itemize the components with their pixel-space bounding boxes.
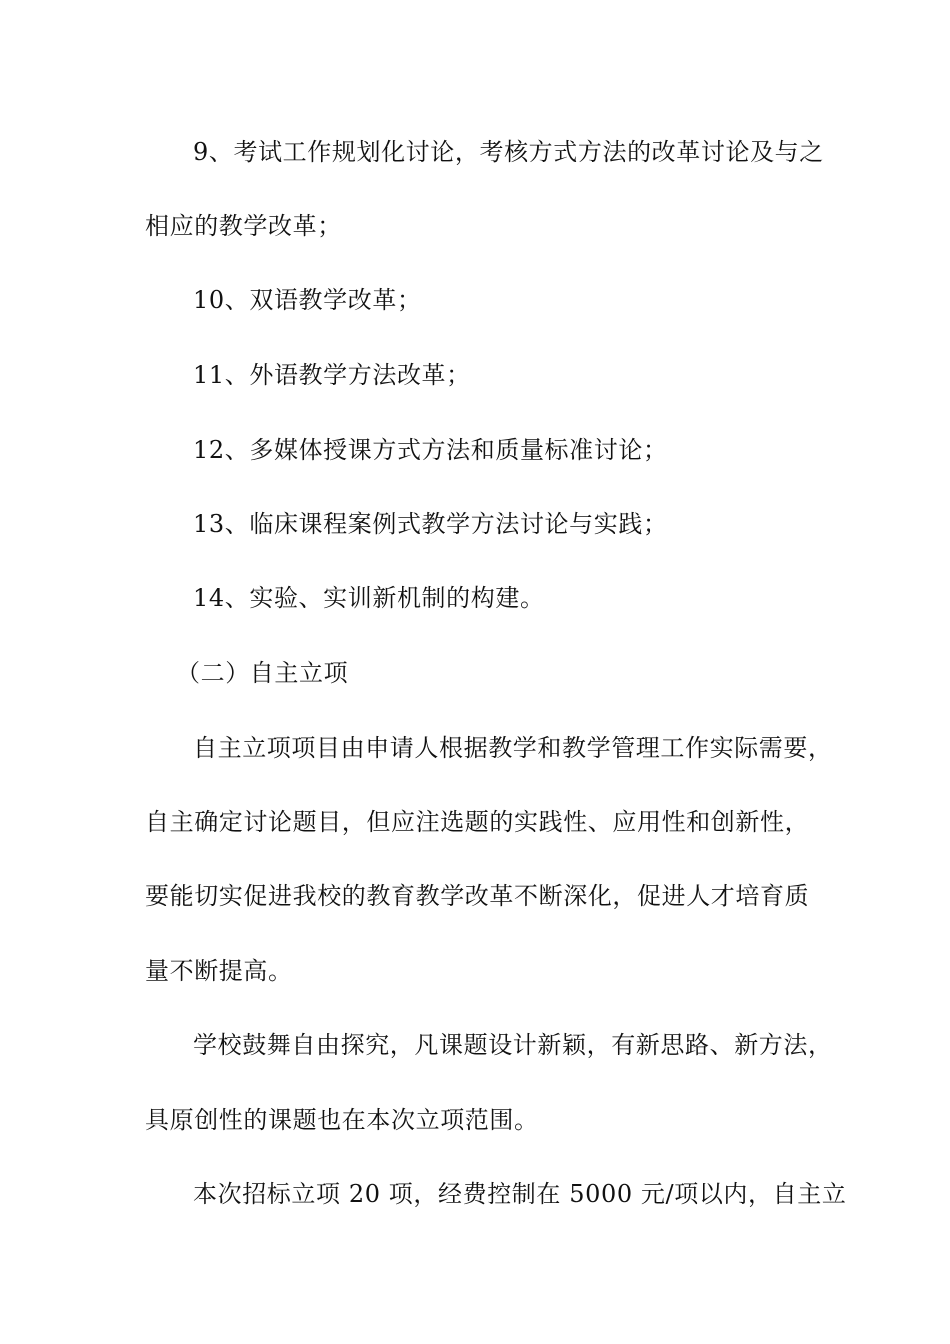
item-12: 12、多媒体授课方式方法和质量标准讨论； [193, 436, 668, 464]
item-11: 11、外语教学方法改革； [193, 361, 471, 389]
paragraph-2-line-1: 学校鼓舞自由探究，凡课题设计新颖，有新思路、新方法， [193, 1031, 833, 1059]
section-heading: （二）自主立项 [176, 659, 349, 687]
paragraph-3-line-1: 本次招标立项 20 项，经费控制在 5000 元/项以内，自主立 [193, 1180, 847, 1208]
item-14: 14、实验、实训新机制的构建。 [193, 584, 545, 612]
paragraph-1-line-1: 自主立项项目由申请人根据教学和教学管理工作实际需要， [193, 734, 833, 762]
paragraph-1-line-4: 量不断提高。 [145, 957, 293, 985]
item-13: 13、临床课程案例式教学方法讨论与实践； [193, 510, 668, 538]
item-9-line-2: 相应的教学改革； [145, 212, 342, 240]
paragraph-2-line-2: 具原创性的课题也在本次立项范围。 [145, 1106, 539, 1134]
item-10: 10、双语教学改革； [193, 286, 422, 314]
paragraph-1-line-3: 要能切实促进我校的教育教学改革不断深化，促进人才培育质 [145, 882, 810, 910]
paragraph-1-line-2: 自主确定讨论题目，但应注选题的实践性、应用性和创新性， [145, 808, 810, 836]
item-9-line-1: 9、考试工作规划化讨论，考核方式方法的改革讨论及与之 [193, 138, 824, 166]
